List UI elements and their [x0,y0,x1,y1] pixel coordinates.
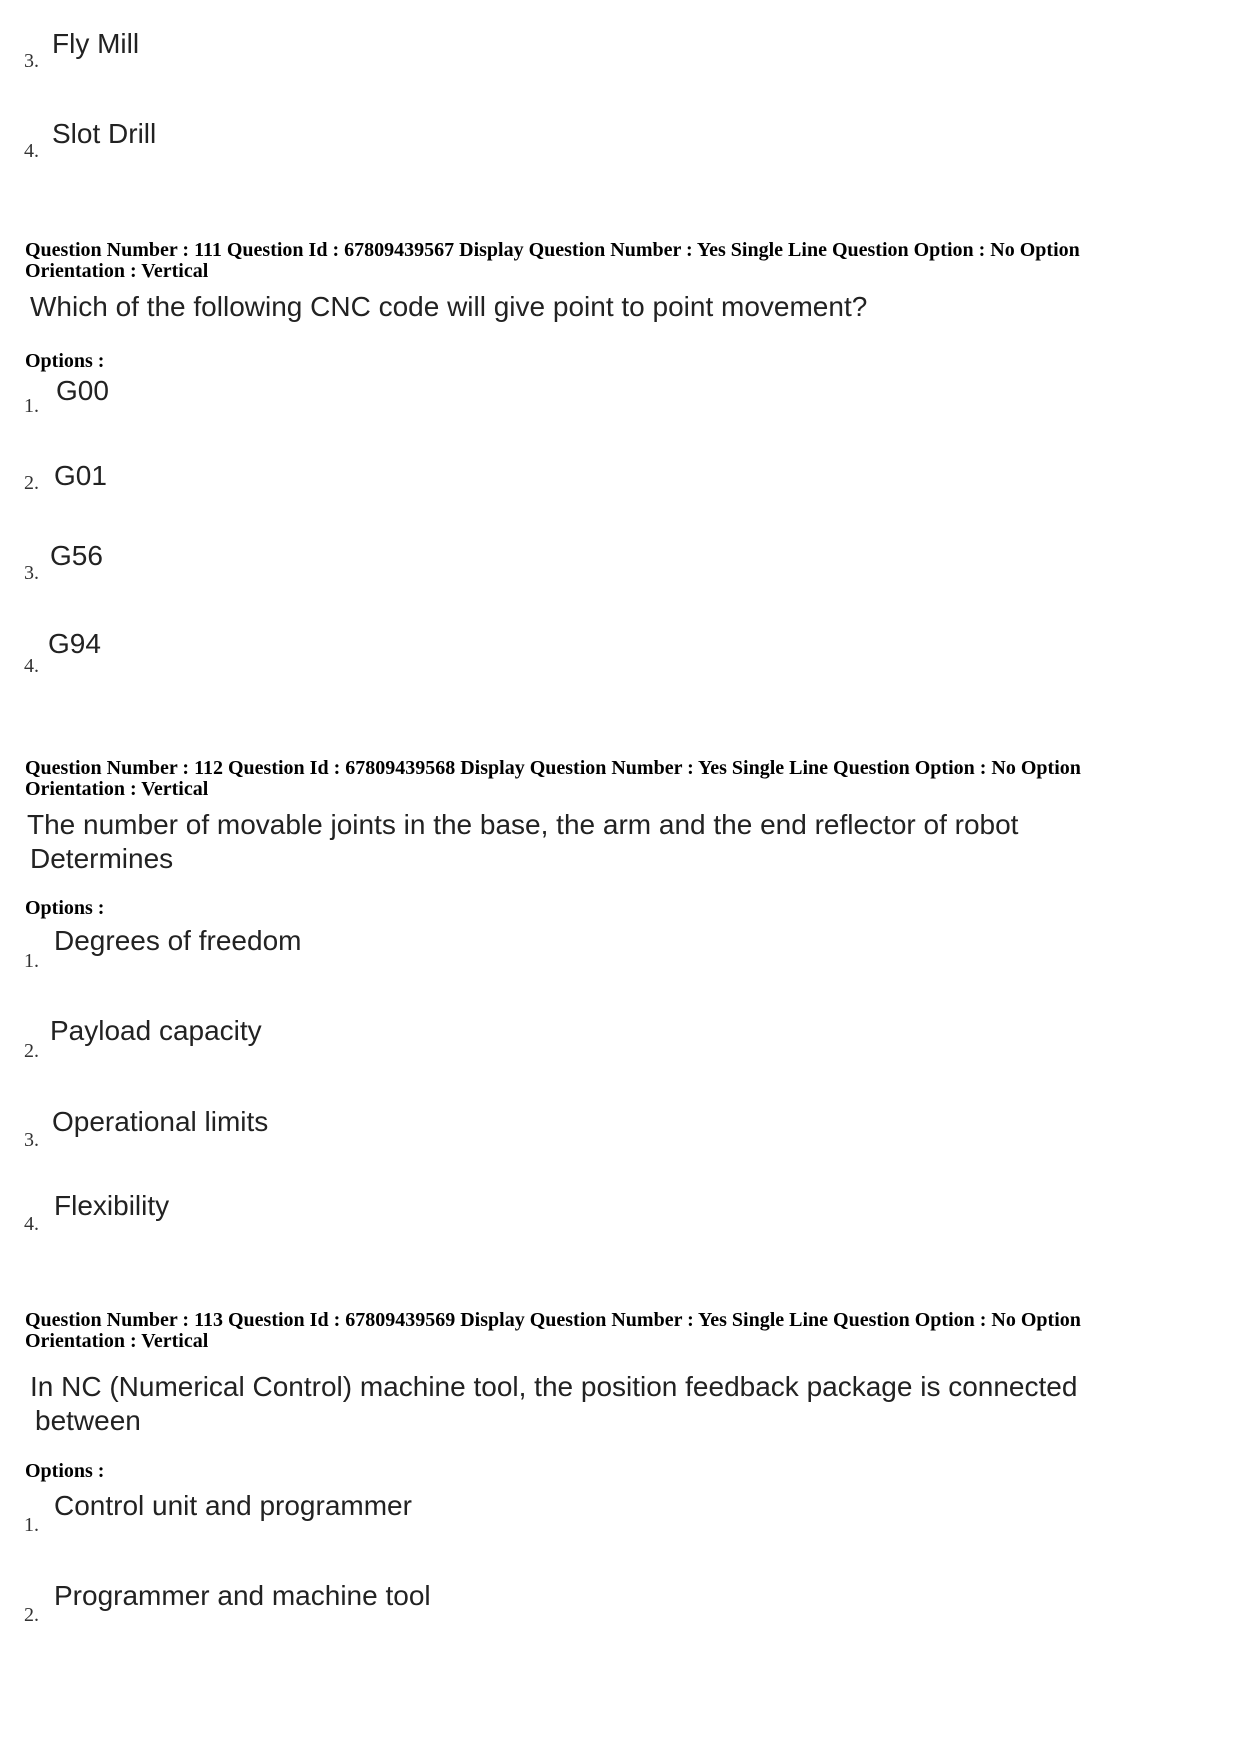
option-text: G56 [50,540,103,571]
question-meta [25,240,1215,282]
option-text: G00 [56,375,109,406]
options-label: Options : [25,350,105,372]
option-number: 1. [24,395,39,417]
option-text: Degrees of freedom [54,925,302,956]
question-meta-line: Question Number : 111 Question Id : 67809439567 Display Question Number : Yes Single Line Question Option : No Option [25,239,1080,261]
option-text: Control unit and programmer [54,1490,412,1521]
option-text: Slot Drill [52,118,157,149]
question-meta-line: Orientation : Vertical [25,1330,209,1352]
option-number: 3. [24,562,39,584]
question-meta-line: Orientation : Vertical [25,778,209,800]
option-number: 3. [24,50,39,72]
option-number: 2. [24,1040,39,1062]
question-text: Which of the following CNC code will give point to point movement? [30,291,868,322]
option-text: Programmer and machine tool [54,1580,431,1611]
option-number: 2. [24,472,39,494]
question-meta-line: Question Number : 113 Question Id : 67809439569 Display Question Number : Yes Single Line Question Option : No Option [25,1309,1081,1331]
option-number: 3. [24,1129,39,1151]
option-number: 1. [24,1514,39,1536]
question-text: In NC (Numerical Control) machine tool, the position feedback package is connected between [30,1371,1078,1436]
option-text: Fly Mill [52,28,140,59]
option-text: G94 [48,628,101,659]
option-number: 1. [24,950,39,972]
option-number: 4. [24,655,39,677]
option-number: 4. [24,1213,39,1235]
options-label: Options : [25,897,105,919]
question-meta-line: Question Number : 112 Question Id : 67809439568 Display Question Number : Yes Single Line Question Option : No Option [25,757,1081,779]
question-text: The number of movable joints in the base, the arm and the end reflector of robot Determines [27,809,1019,874]
question-meta [25,1310,1215,1352]
option-text: Flexibility [54,1190,170,1221]
question-meta [25,758,1215,800]
question-meta-line: Orientation : Vertical [25,260,209,282]
options-label: Options : [25,1460,105,1482]
option-text: Payload capacity [50,1015,262,1046]
option-text: Operational limits [52,1106,269,1137]
option-text: G01 [54,460,107,491]
option-number: 4. [24,140,39,162]
option-number: 2. [24,1604,39,1626]
